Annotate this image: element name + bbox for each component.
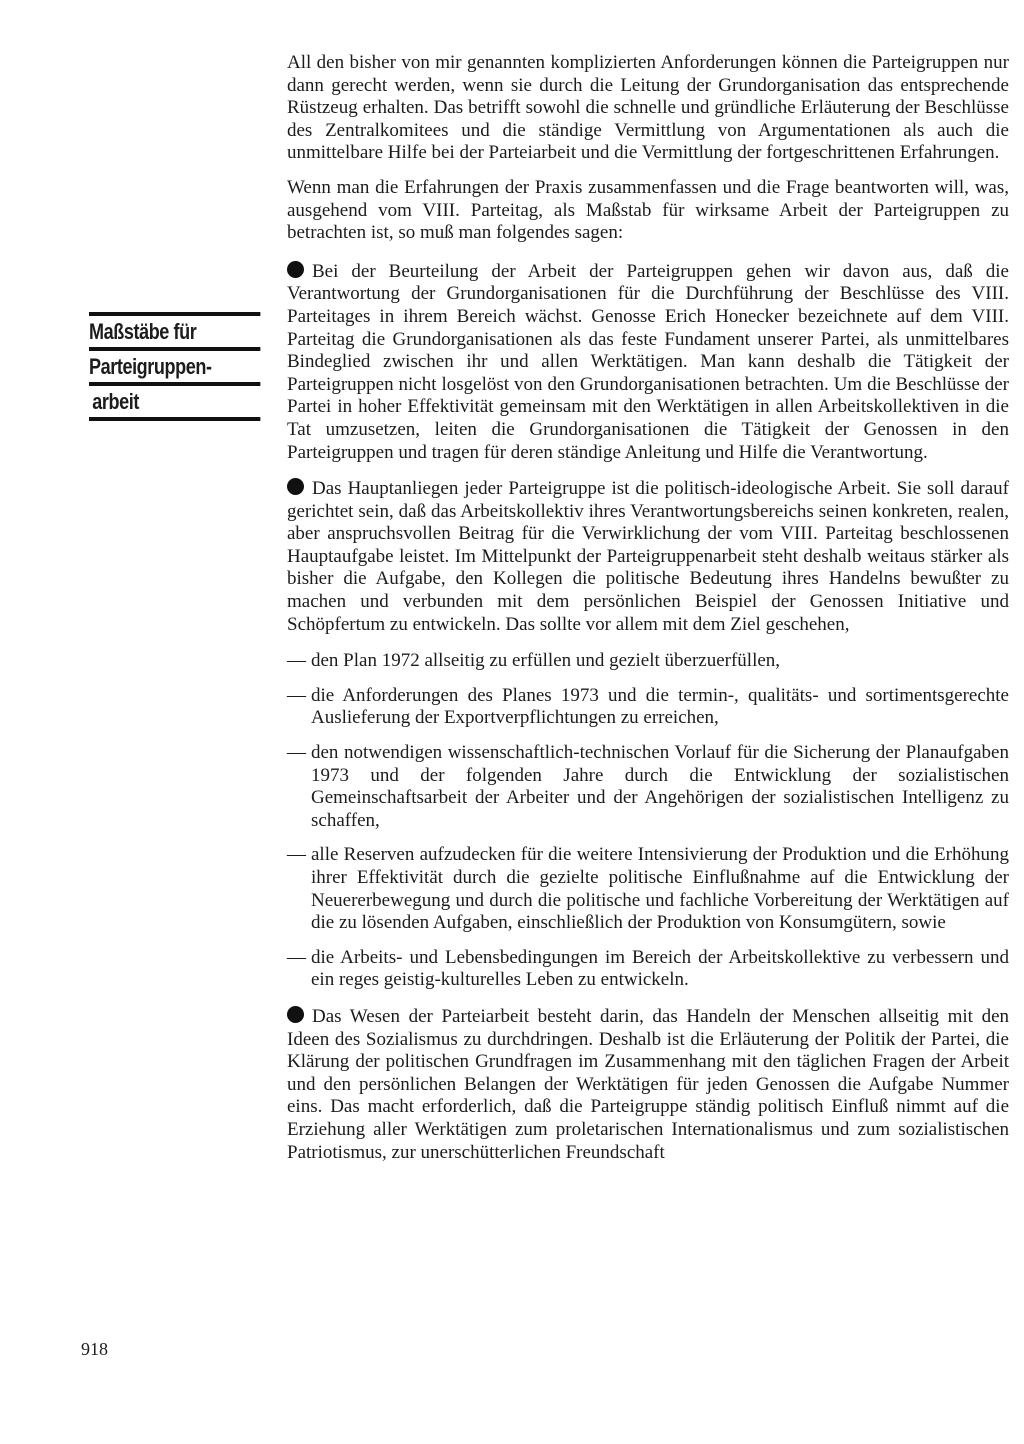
heading-rule-bottom bbox=[89, 417, 260, 421]
main-text-column bbox=[287, 52, 1009, 1178]
list-item-text: die Anforderungen des Planes 1973 und die termin-, qualitäts- und sortimentsgerechte Auslieferung der Exportverpflichtungen zu erreichen, bbox=[311, 684, 1009, 729]
list-item bbox=[287, 685, 1009, 730]
dash-marker: — bbox=[287, 946, 306, 968]
list-item bbox=[287, 844, 1009, 934]
dash-marker: — bbox=[287, 742, 306, 764]
heading-line-2: Parteigruppen- bbox=[89, 354, 212, 379]
list-item-text: alle Reserven aufzudecken für die weitere Intensivierung der Produktion und die Erhöhung ihrer Effektivität durch die gezielte politische Einflußnahme auf die Entwicklung der Neuererbewegung und durch die politische und fachliche Vorbereitung der Werktätigen auf die zu lösenden Aufgaben, einschließlich der Produktion von Konsumgütern, sowie bbox=[311, 844, 1009, 934]
heading-line-3: arbeit bbox=[92, 389, 139, 414]
list-item-text: den Plan 1972 allseitig zu erfüllen und gezielt überzuerfüllen, bbox=[311, 650, 781, 672]
sidebar-heading bbox=[89, 312, 230, 421]
list-item bbox=[287, 742, 1009, 832]
goal-list bbox=[287, 650, 1009, 992]
dash-marker: — bbox=[287, 844, 306, 866]
bullet-paragraph-3 bbox=[287, 1006, 1009, 1164]
dash-marker: — bbox=[287, 684, 306, 706]
list-item-text: den notwendigen wissenschaftlich-technischen Vorlauf für die Sicherung der Planaufgaben 1973 und der folgenden Jahre durch die Entwicklung der sozialistischen Gemeinschaftsarbeit der Arbeiter und der Angehörigen der sozialistischen Intelligenz zu schaffen, bbox=[311, 742, 1009, 831]
list-item bbox=[287, 947, 1009, 992]
bullet-paragraph-2-text: Das Hauptanliegen jeder Parteigruppe ist die politisch-ideologische Arbeit. Sie soll darauf gerichtet sein, daß das Arbeitskollektiv ihres Verantwortungsbereichs seinen konkreten, realen, aber anspruchsvollen Beitrag für die Verwirklichung der vom VIII. Parteitag beschlossenen Hauptaufgabe leistet. Im Mittelpunkt der Parteigruppenarbeit steht deshalb weitaus stärker als bisher die Aufgabe, den Kollegen die politische Bedeutung ihres Handelns bewußter zu machen und verbunden mit dem persönlichen Beispiel der Genossen Initiative und Schöpfertum zu entwickeln. Das sollte vor allem mit dem Ziel geschehen, bbox=[287, 478, 1009, 635]
bullet-paragraph-1 bbox=[287, 261, 1009, 464]
dash-marker: — bbox=[287, 650, 306, 672]
page-number: 918 bbox=[81, 1339, 108, 1359]
bullet-dot-icon bbox=[287, 478, 304, 495]
paragraph-intro-2: Wenn man die Erfahrungen der Praxis zusammenfassen und die Frage beantworten will, was, ausgehend vom VIII. Parteitag, als Maßstab für wirksame Arbeit der Parteigruppen zu betrachten ist, so muß man folgendes sagen: bbox=[287, 176, 1009, 244]
heading-line-1: Maßstäbe für bbox=[89, 319, 197, 344]
list-item-text: die Arbeits- und Lebensbedingungen im Bereich der Arbeitskollektive zu verbessern und ein reges geistig-kulturelles Leben zu entwickeln. bbox=[311, 946, 1009, 991]
bullet-paragraph-3-text: Das Wesen der Parteiarbeit besteht darin, das Handeln der Menschen allseitig mit den Ideen des Sozialismus zu durchdringen. Deshalb ist die Erläuterung der Politik der Partei, die Klärung der politischen Grundfragen im Zusammenhang mit den täglichen Fragen der Arbeit und den persönlichen Belangen der Werktätigen für jeden Genossen die Aufgabe Nummer eins. Das macht erforderlich, daß die Parteigruppe ständig politisch Einfluß nimmt auf die Erziehung aller Werktätigen zum proletarischen Internationalismus und zum sozialistischen Patriotismus, zur unerschütterlichen Freundschaft bbox=[287, 1005, 1009, 1163]
bullet-dot-icon bbox=[287, 261, 304, 278]
bullet-paragraph-2 bbox=[287, 478, 1009, 636]
paragraph-intro-1: All den bisher von mir genannten komplizierten Anforderungen können die Parteigruppen nur dann gerecht werden, wenn sie durch die Leitung der Grundorganisation das entsprechende Rüstzeug erhalten. Das betrifft sowohl die schnelle und gründliche Erläuterung der Beschlüsse des Zentralkomitees und die ständige Vermittlung von Argumentationen als auch die unmittelbare Hilfe bei der Parteiarbeit und die Vermittlung der fortgeschrittenen Erfahrungen. bbox=[287, 52, 1009, 164]
bullet-dot-icon bbox=[287, 1006, 304, 1023]
list-item bbox=[287, 650, 1009, 673]
bullet-paragraph-1-text: Bei der Beurteilung der Arbeit der Parteigruppen gehen wir davon aus, daß die Verantwortung der Grundorganisationen für die Durchführung der Beschlüsse des VIII. Parteitages in ihrem Bereich wächst. Genosse Erich Honecker bezeichnete auf dem VIII. Parteitag die Grundorganisationen als das feste Fundament unserer Partei, als unmittelbares Bindeglied zwischen ihr und allen Werktätigen. Man kann deshalb die Tätigkeit der Parteigruppen nicht losgelöst von den Grundorganisationen betrachten. Um die Beschlüsse der Partei in hoher Effektivität gemeinsam mit den Werktätigen in allen Arbeitskollektiven in die Tat umzusetzen, leiten die Grundorganisationen die Tätigkeit der Genossen in den Parteigruppen und tragen für deren ständige Anleitung und Hilfe die Verantwortung. bbox=[287, 260, 1009, 463]
